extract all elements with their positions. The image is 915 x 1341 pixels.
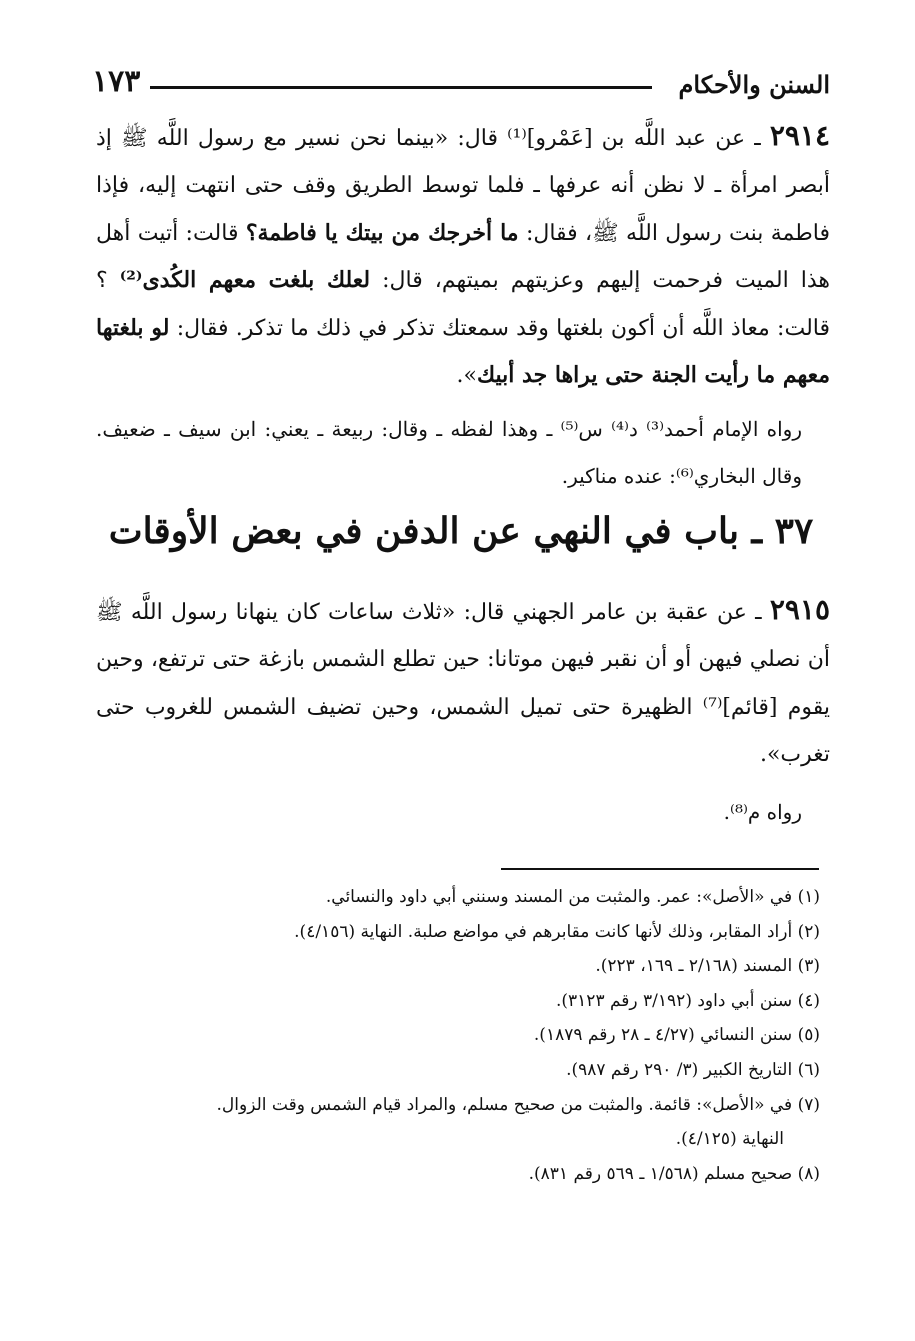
hadith-text-end: ». [456,363,477,389]
hadith-number: ٢٩١٥ [769,593,830,626]
footnote: (٦) التاريخ الكبير (٣/ ٢٩٠ رقم ٩٨٧). [566,1059,820,1080]
prophet-question: ما أخرجك من بيتك يا فاطمة؟ [245,219,519,246]
narration-2914: رواه الإمام أحمد⁽³⁾ د⁽⁴⁾ س⁽⁵⁾ ـ وهذا لفظه ـ وقال: ربيعة ـ يعني: ابن سيف ـ ضعيف. وقال البخاري⁽⁶⁾: عنده مناكير. [96,417,802,488]
header-rule [150,86,652,89]
hadith-text-mid-2: ؟ قالت: معاذ اللَّه أن أكون بلغتها وقد سمعتك تذكر في ذلك ما تذكر. فقال: [96,268,830,341]
footnote: (٢) أراد المقابر، وذلك لأنها كانت مقابرهم في مواضع صلبة. النهاية (٤/١٥٦). [294,921,820,942]
footnote-separator [501,868,819,870]
narration-2915: رواه م⁽⁸⁾. [723,800,802,824]
hadith-text-mid: قالت: أتيت أهل هذا الميت فرحمت إليهم وعزيتهم بميتهم، قال: [96,220,830,294]
footnote-continuation: النهاية (٤/١٢٥). [675,1129,784,1150]
footnote: (٨) صحيح مسلم (١/٥٦٨ ـ ٥٦٩ رقم ٨٣١). [528,1163,820,1184]
footnotes-list [90,880,820,1191]
page-header [92,64,830,104]
hadith-number: ٢٩١٤ [769,119,830,152]
footnote: (٤) سنن أبي داود (٣/١٩٢ رقم ٣١٢٣). [556,990,820,1011]
hadith-text-intro: ـ عن عبد اللَّه بن [عَمْرو]⁽¹⁾ قال: «بينما نحن نسير مع رسول اللَّه ﷺ إذ أبصر امرأة ـ لا نظن أنه عرفها ـ فلما توسط الطريق وقف حتى انتهت إليه، فإذا فاطمة بنت رسول اللَّه ﷺ، فقال: [96,126,830,246]
footnote: (٥) سنن النسائي (٤/٢٧ ـ ٢٨ رقم ١٨٧٩). [533,1025,820,1046]
prophet-question-2: لعلك بلغت معهم الكُدى⁽²⁾ [119,267,371,294]
footnote: (٣) المسند (٢/١٦٨ ـ ١٦٩، ٢٢٣). [595,956,820,977]
prophet-statement: لو بلغتها معهم ما رأيت الجنة حتى يراها جد أبيك [96,314,830,389]
running-title: السنن والأحكام [678,70,830,99]
hadith-text: ـ عن عقبة بن عامر الجهني قال: «ثلاث ساعات كان ينهانا رسول اللَّه ﷺ أن نصلي فيهن أو أن نقبر فيهن موتانا: حين تطلع الشمس بازغة حتى ترتفع، وحين يقوم [قائم]⁽⁷⁾ الظهيرة حتى تميل الشمس، وحين تضيف الشمس للغروب حتى تغرب». [96,600,830,768]
chapter-title: ٣٧ ـ باب في النهي عن الدفن في بعض الأوقات [108,510,814,552]
hadith-2914 [96,112,830,399]
hadith-2915 [96,586,830,779]
page-number: ١٧٣ [92,64,141,99]
footnote: (٧) في «الأصل»: قائمة. والمثبت من صحيح مسلم، والمراد قيام الشمس وقت الزوال. [216,1094,820,1115]
footnote: (١) في «الأصل»: عمر. والمثبت من المسند وسنني أبي داود والنسائي. [325,887,820,907]
